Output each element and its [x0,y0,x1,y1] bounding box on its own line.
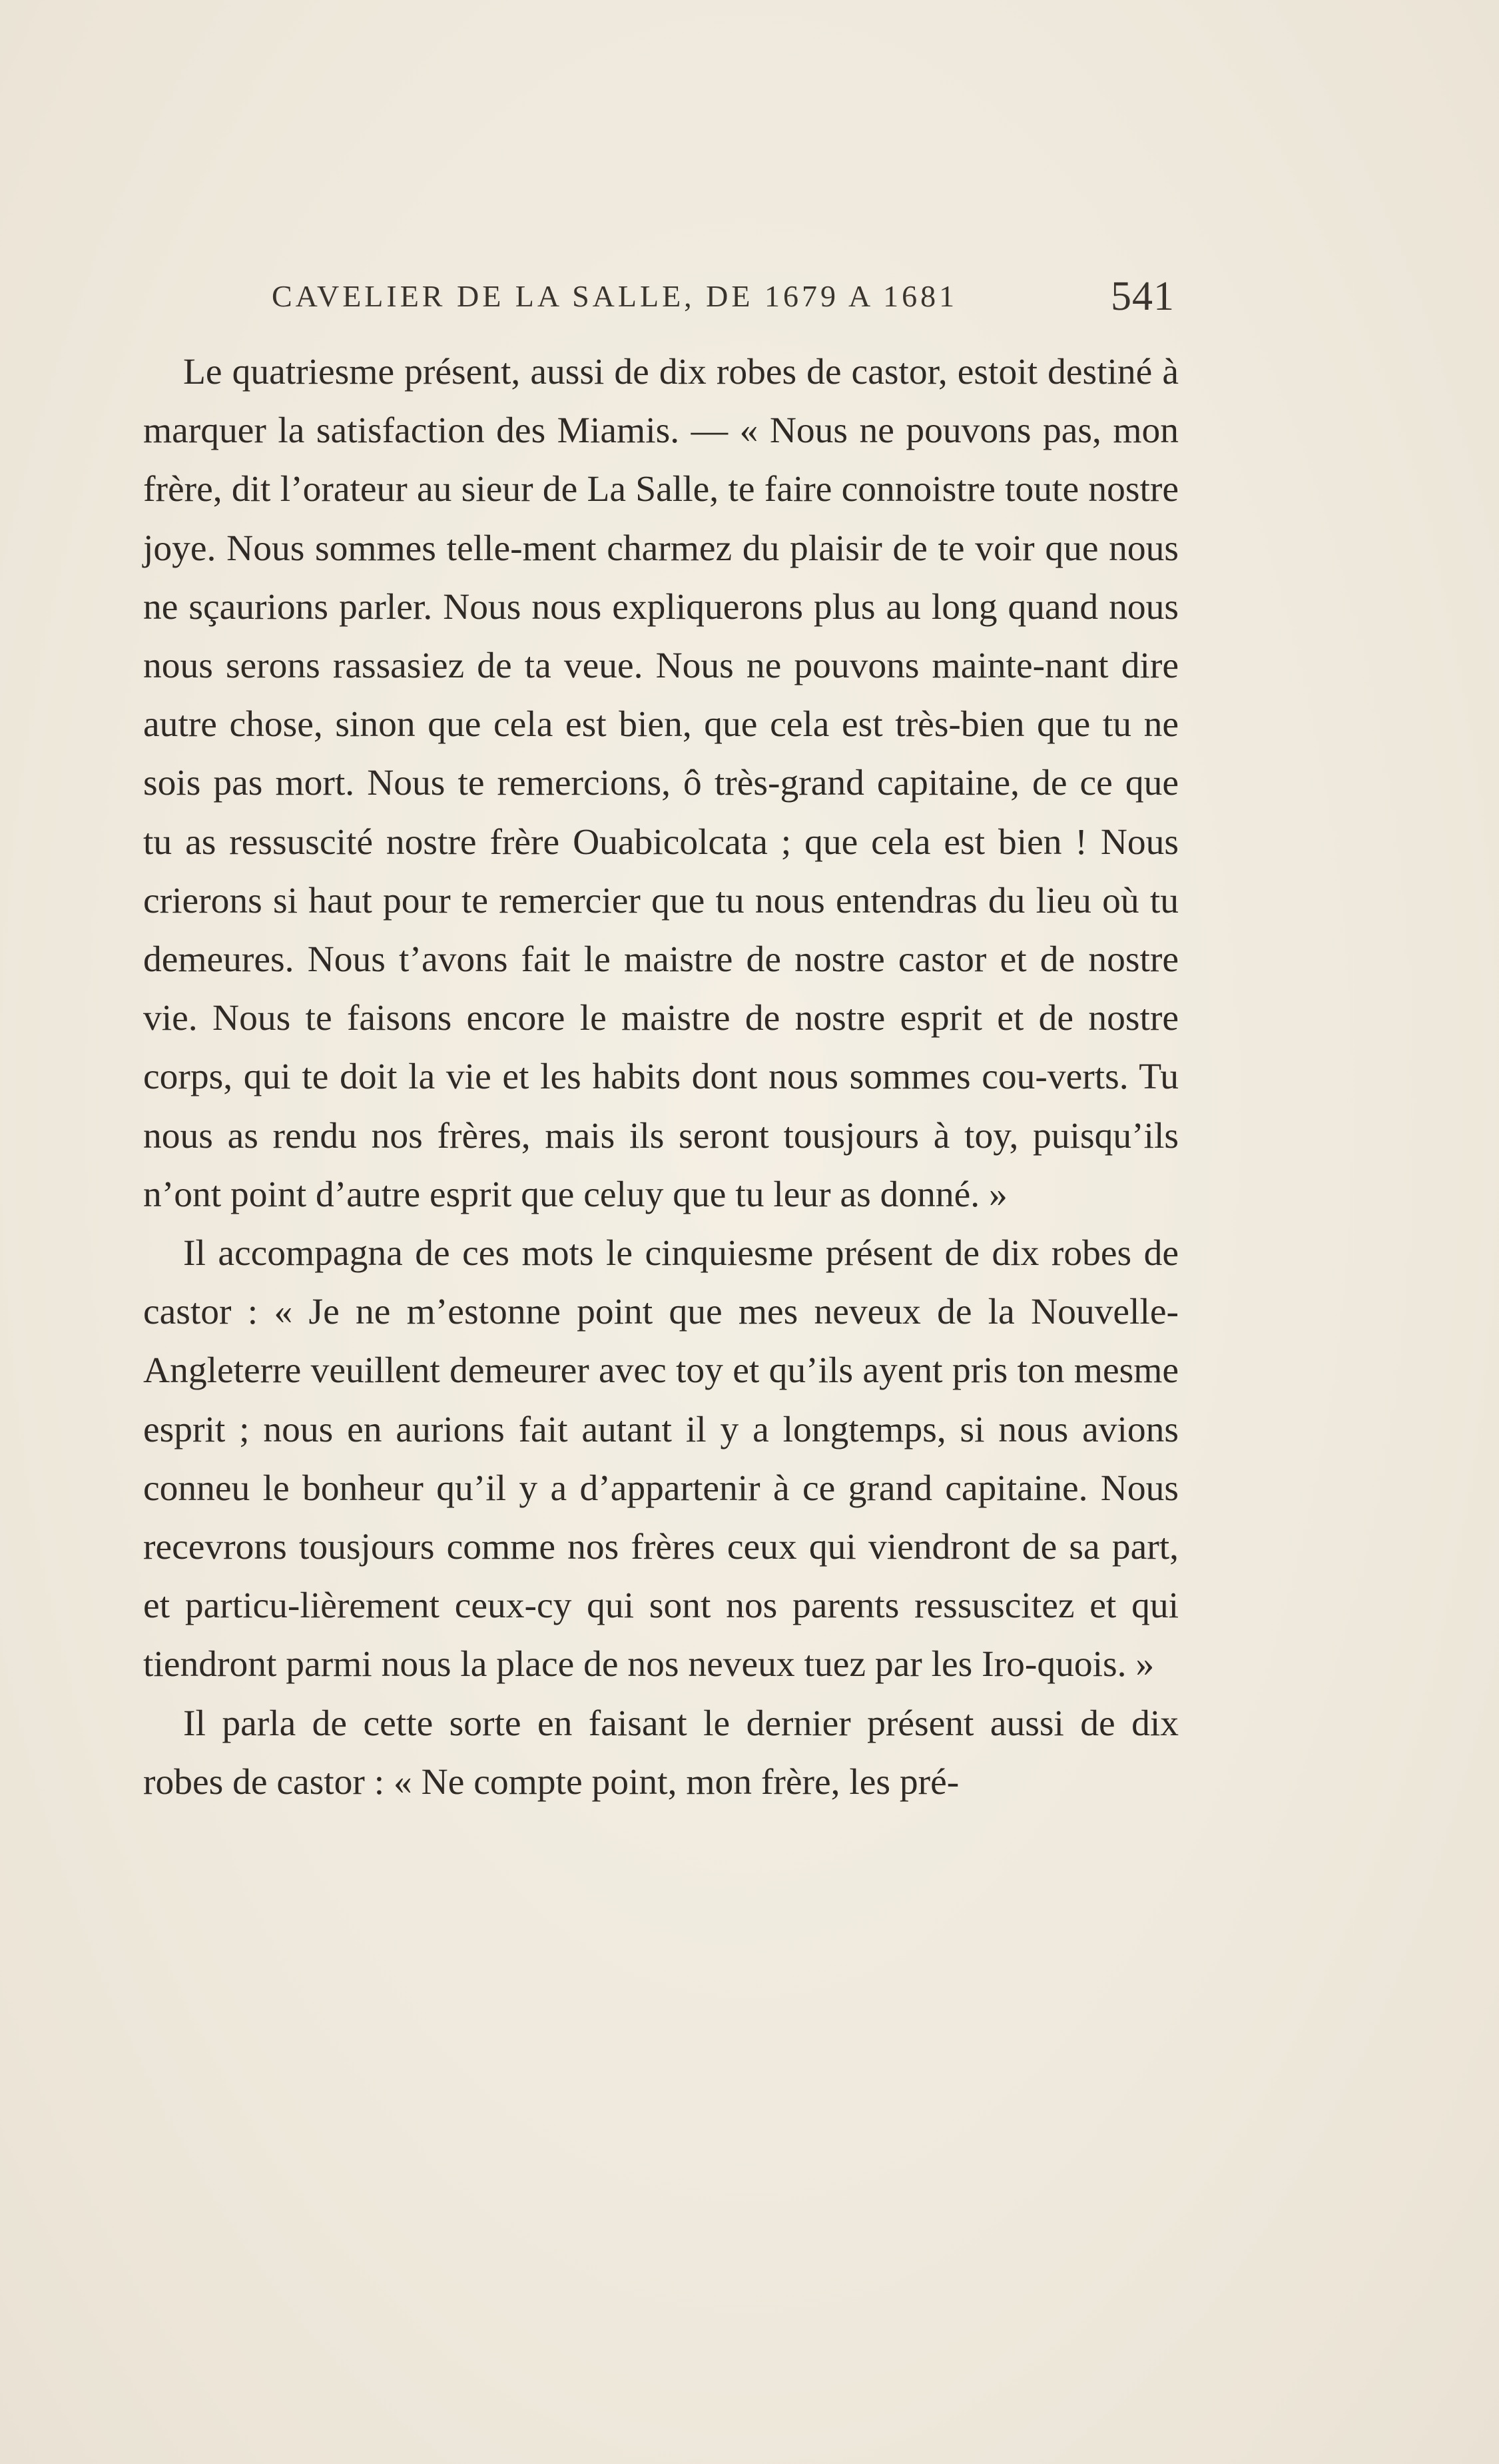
page-number: 541 [1111,274,1175,319]
paragraph: Le quatriesme présent, aussi de dix robes de castor, estoit destiné à marquer la satisfaction des Miamis. — « Nous ne pouvons pas, mon frère, dit l’orateur au sieur de La Salle, te faire connoistre toute nostre joye. Nous sommes telle-ment charmez du plaisir de te voir que nous ne sçaurions parler. Nous nous expliquerons plus au long quand nous nous serons rassasiez de ta veue. Nous ne pouvons mainte-nant dire autre chose, sinon que cela est bien, que cela est très-bien que tu ne sois pas mort. Nous te remercions, ô très-grand capitaine, de ce que tu as ressuscité nostre frère Ouabicolcata ; que cela est bien ! Nous crierons si haut pour te remercier que tu nous entendras du lieu où tu demeures. Nous t’avons fait le maistre de nostre castor et de nostre vie. Nous te faisons encore le maistre de nostre esprit et de nostre corps, qui te doit la vie et les habits dont nous sommes cou-verts. Tu nous as rendu nos frères, mais ils seront tousjours à toy, puisqu’ils n’ont point d’autre esprit que celuy que tu leur as donné. » [143,352,1179,1215]
running-title: CAVELIER DE LA SALLE, DE 1679 A 1681 [272,279,958,313]
text-block [143,343,1179,1812]
paragraph: Il parla de cette sorte en faisant le dernier présent aussi de dix robes de castor : « Ne compte point, mon frère, les pré- [143,1703,1179,1803]
paragraph: Il accompagna de ces mots le cinquiesme présent de dix robes de castor : « Je ne m’estonne point que mes neveux de la Nouvelle-Angleterre veuillent demeurer avec toy et qu’ils ayent pris ton mesme esprit ; nous en aurions fait autant il y a longtemps, si nous avions conneu le bonheur qu’il y a d’appartenir à ce grand capitaine. Nous recevrons tousjours comme nos frères ceux qui viendront de sa part, et particu-lièrement ceux-cy qui sont nos parents ressuscitez et qui tiendront parmi nous la place de nos neveux tuez par les Iro-quois. » [143,1233,1179,1685]
running-head [272,273,1175,326]
